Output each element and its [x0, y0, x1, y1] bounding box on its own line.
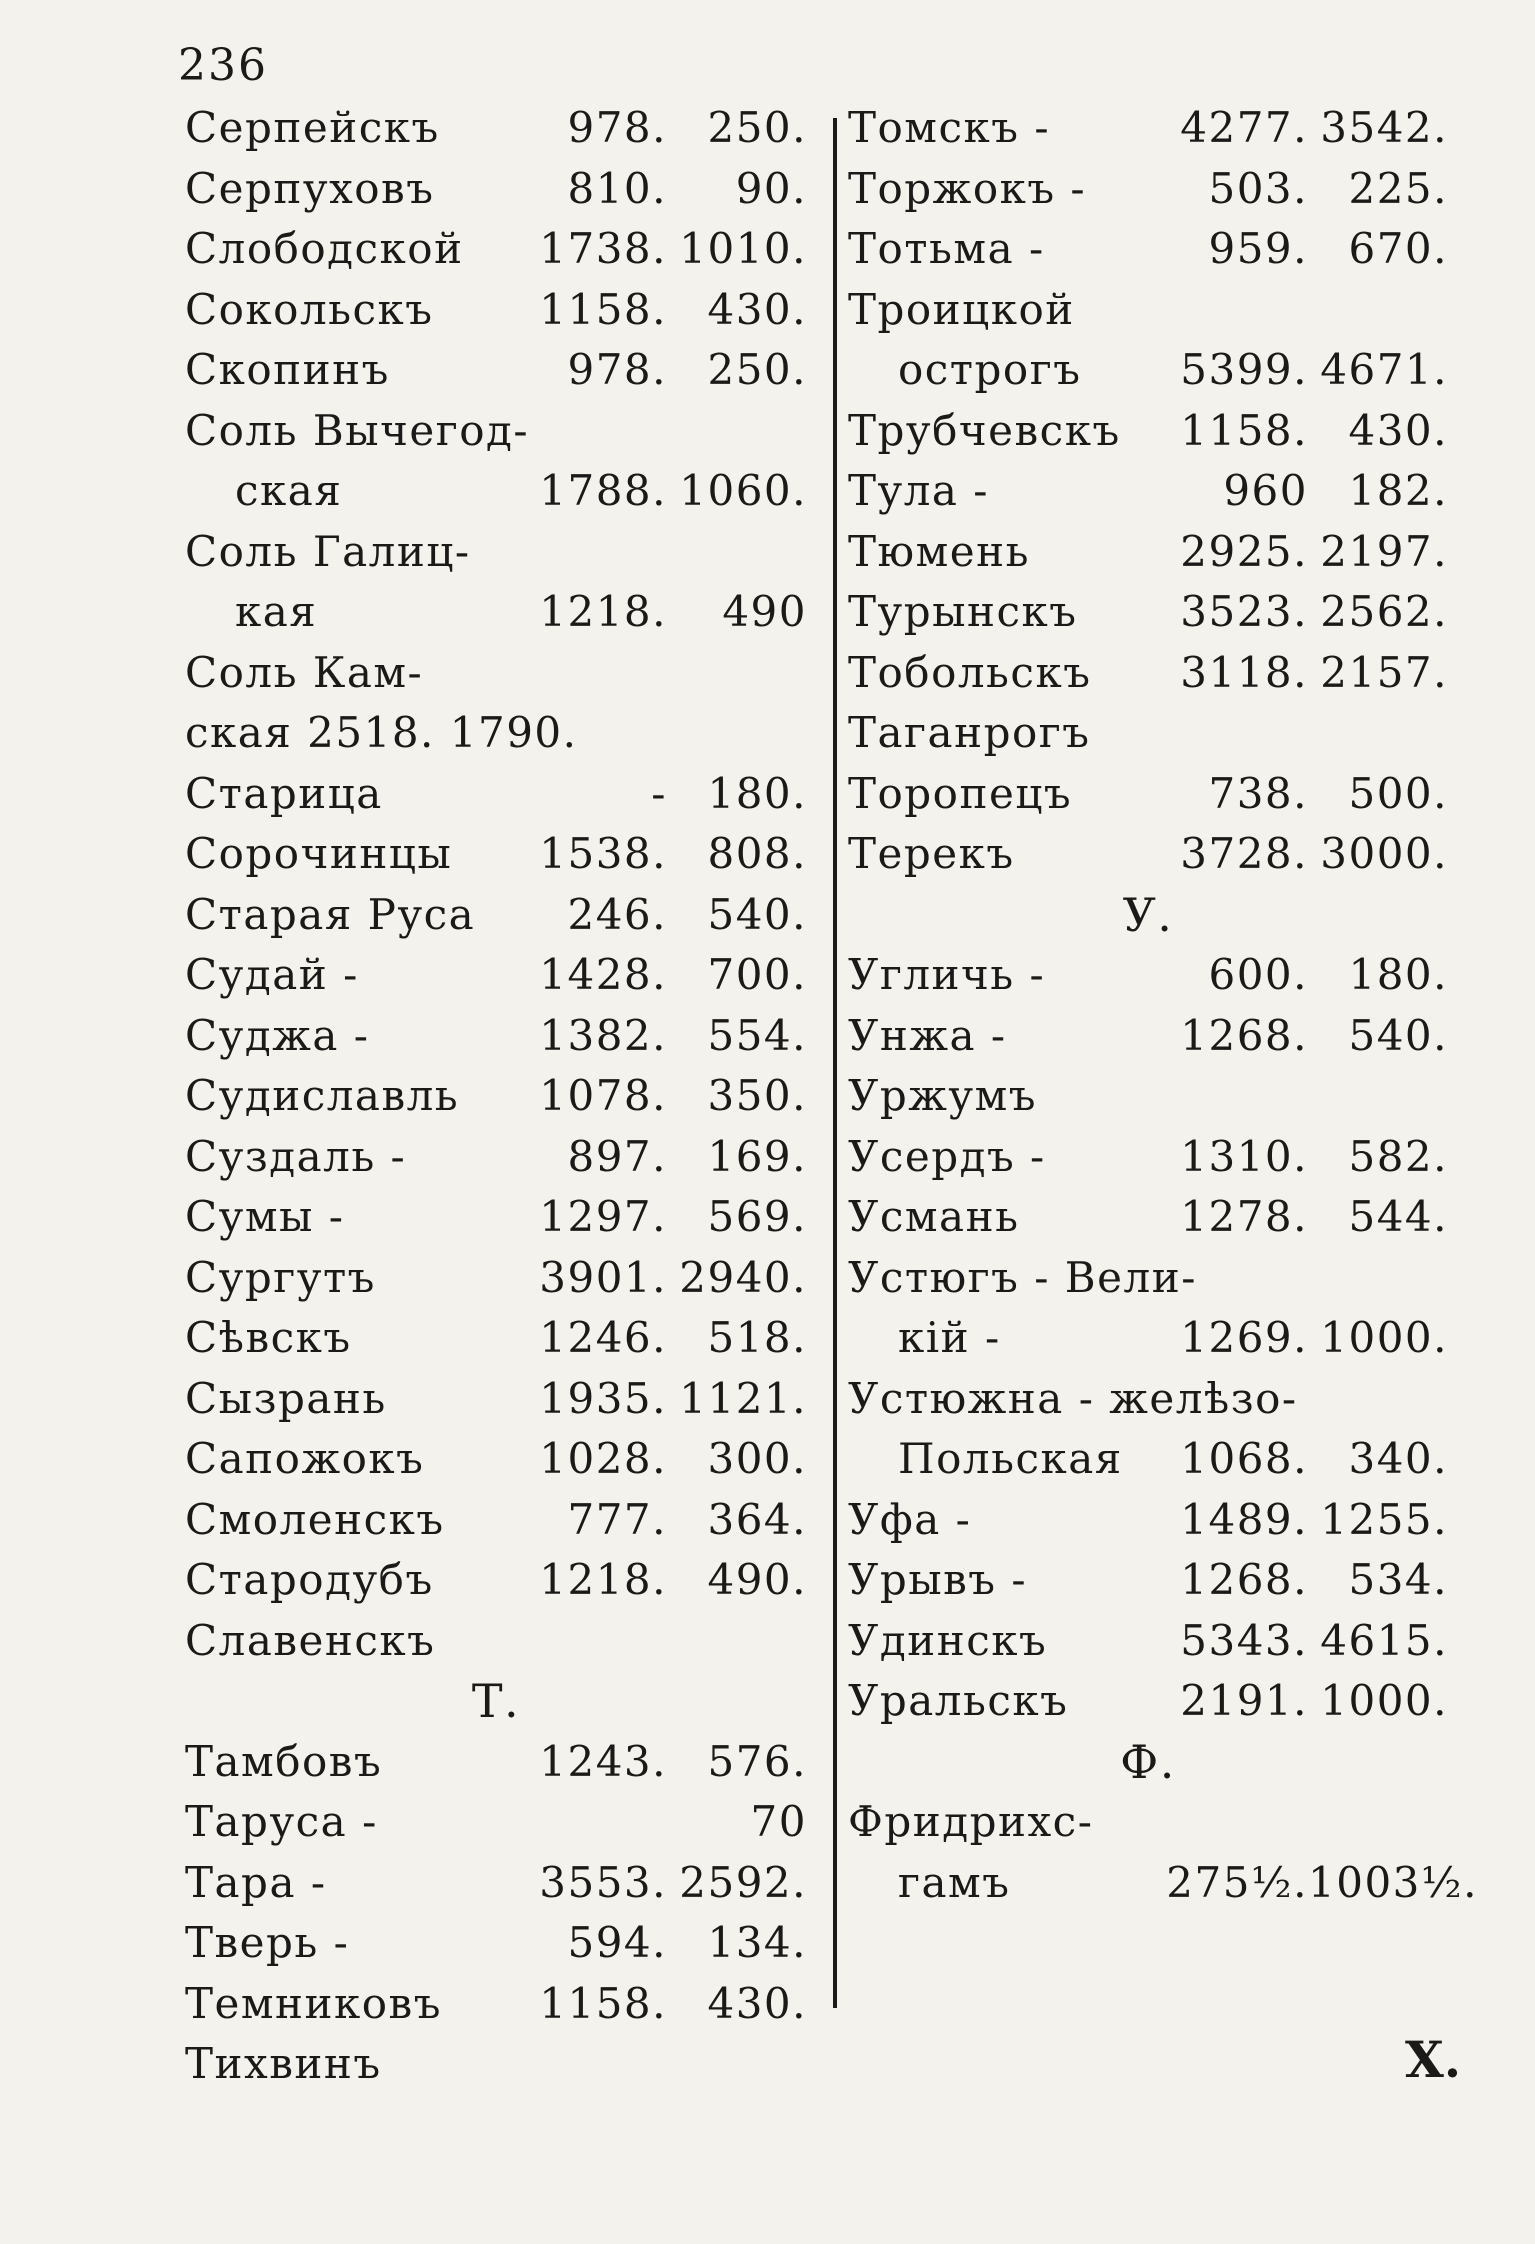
table-row: [848, 1853, 1478, 1914]
distance-value-2: 1010.: [679, 224, 807, 273]
catchword: Х.: [1405, 2030, 1462, 2089]
distance-value-2: 1060.: [679, 466, 807, 515]
town-name: Тула -: [848, 466, 989, 515]
town-name: Удинскъ: [848, 1615, 1048, 1665]
distance-value-2: 500.: [1348, 768, 1448, 818]
table-row: [848, 1369, 1448, 1430]
table-row: [848, 461, 1448, 522]
table-row: [185, 824, 807, 885]
table-row: [848, 1550, 1448, 1611]
distance-value-1: 1489.: [1180, 1494, 1308, 1544]
distance-value-2: 544.: [1348, 1192, 1448, 1241]
distance-value-2: 182.: [1348, 466, 1448, 515]
distance-value-1: 1269.: [1180, 1313, 1308, 1362]
distance-value-2: 4671.: [1320, 345, 1448, 394]
distance-value-2: 364.: [707, 1494, 807, 1544]
table-row: [848, 1490, 1448, 1551]
distance-value-1: 594.: [567, 1918, 667, 1967]
town-name: Сургутъ: [185, 1252, 376, 1302]
table-row: [185, 1066, 807, 1127]
town-name: Троицкой: [848, 284, 1075, 334]
distance-value-2: 582.: [1348, 1131, 1448, 1181]
distance-value-1: 1428.: [539, 950, 667, 999]
distance-value-2: 169.: [707, 1131, 807, 1181]
table-row: [848, 159, 1448, 220]
table-row: [848, 945, 1448, 1006]
town-name: Ф.: [1120, 1734, 1176, 1789]
column-divider: [833, 118, 837, 2008]
town-name: Слободской: [185, 224, 464, 273]
table-row: [185, 885, 807, 946]
distance-value-2: 430.: [707, 1978, 807, 2028]
town-name: кая: [235, 587, 318, 636]
distance-value-1: 246.: [567, 889, 667, 939]
distance-value-1: 1382.: [539, 1010, 667, 1060]
town-name: Усердъ -: [848, 1131, 1046, 1181]
distance-value-2: 700.: [707, 950, 807, 999]
town-name: Скопинъ: [185, 345, 390, 394]
distance-value-2: 490.: [707, 1555, 807, 1604]
town-name: Тара -: [185, 1857, 327, 1907]
distance-value-1: 5343.: [1180, 1615, 1308, 1665]
table-row: [848, 401, 1448, 462]
table-row: [185, 461, 807, 522]
table-row: [185, 643, 807, 704]
table-row: [848, 764, 1448, 825]
town-name: Тобольскъ: [848, 647, 1092, 697]
distance-value-1: 2925.: [1180, 526, 1308, 576]
town-name: Таганрогъ: [848, 708, 1091, 757]
distance-value-2: 430.: [707, 284, 807, 334]
distance-value-1: 978.: [567, 345, 667, 394]
distance-value-2: 3000.: [1320, 829, 1448, 878]
distance-value-2: 2592.: [679, 1857, 807, 1907]
town-name: Старая Руса: [185, 889, 476, 939]
distance-value-2: 4615.: [1320, 1615, 1448, 1665]
distance-value-1: 1158.: [539, 1978, 667, 2028]
distance-value-1: -: [651, 768, 667, 818]
town-name: Стародубъ: [185, 1555, 434, 1604]
town-name: кій -: [898, 1313, 1001, 1362]
table-row: [185, 1248, 807, 1309]
town-name: Сѣвскъ: [185, 1313, 352, 1362]
distance-value-2: 1000.: [1320, 1676, 1448, 1725]
table-row: [185, 1187, 807, 1248]
distance-value-2: 1121.: [679, 1373, 807, 1423]
distance-value-2: 1000.: [1320, 1313, 1448, 1362]
town-name: Тихвинъ: [185, 2039, 382, 2088]
town-name: Терекъ: [848, 829, 1015, 878]
town-name: Унжа -: [848, 1010, 1007, 1060]
distance-value-1: 1310.: [1180, 1131, 1308, 1181]
distance-value-1: 810.: [567, 163, 667, 213]
town-name: Фридрихс-: [848, 1797, 1094, 1846]
distance-value-2: 90.: [735, 163, 807, 213]
table-row: [185, 219, 807, 280]
table-row: [185, 1369, 807, 1430]
table-row: [185, 703, 807, 764]
town-name: Старица: [185, 768, 383, 818]
distance-value-1: 1246.: [539, 1313, 667, 1362]
distance-value-1: 1218.: [539, 587, 667, 636]
distance-value-1: 777.: [567, 1494, 667, 1544]
town-name: Урывъ -: [848, 1555, 1028, 1604]
table-row: [185, 340, 807, 401]
distance-value-2: 250.: [707, 103, 807, 152]
town-name: Трубчевскъ: [848, 405, 1121, 455]
distance-value-1: 2191.: [1180, 1676, 1308, 1725]
table-row: [848, 1066, 1448, 1127]
table-row: [848, 1308, 1448, 1369]
town-name: Сорочинцы: [185, 829, 453, 878]
table-row: [848, 340, 1448, 401]
table-row: [848, 1127, 1448, 1188]
table-row: [848, 703, 1448, 764]
distance-value-2: 554.: [707, 1010, 807, 1060]
town-name: Угличь -: [848, 950, 1046, 999]
town-name: Смоленскъ: [185, 1494, 445, 1544]
table-row: [185, 1127, 807, 1188]
town-name: Уфа -: [848, 1494, 972, 1544]
table-row: [185, 1913, 807, 1974]
town-name: гамъ: [898, 1857, 1011, 1907]
distance-value-1: 1538.: [539, 829, 667, 878]
distance-value-1: 1738.: [539, 224, 667, 273]
town-name: Уржумъ: [848, 1071, 1037, 1120]
distance-value-2: 540.: [1348, 1010, 1448, 1060]
table-row: [185, 582, 807, 643]
table-row: [185, 98, 807, 159]
distance-value-1: 1158.: [539, 284, 667, 334]
left-column: [185, 98, 807, 2095]
table-row: [185, 945, 807, 1006]
distance-value-1: 275½.: [1166, 1857, 1308, 1907]
distance-value-1: 1218.: [539, 1555, 667, 1604]
table-row: [185, 1853, 807, 1914]
distance-value-2: 340.: [1348, 1434, 1448, 1483]
town-name: Устюгъ - Вели-: [848, 1252, 1197, 1302]
town-name: ская 2518. 1790.: [185, 708, 578, 757]
town-name: Т.: [471, 1674, 521, 1728]
town-name: Серпейскъ: [185, 103, 440, 152]
distance-value-1: 978.: [567, 103, 667, 152]
distance-value-2: 1255.: [1320, 1494, 1448, 1544]
town-name: Судиславль: [185, 1071, 460, 1120]
table-row: [848, 280, 1448, 341]
town-name: Уральскъ: [848, 1676, 1069, 1725]
town-name: Сумы -: [185, 1192, 345, 1241]
distance-value-2: 540.: [707, 889, 807, 939]
town-name: ская: [235, 466, 343, 515]
distance-value-1: 1243.: [539, 1736, 667, 1786]
distance-value-2: 350.: [707, 1071, 807, 1120]
distance-value-2: 2562.: [1320, 587, 1448, 636]
table-row: [848, 643, 1448, 704]
distance-value-2: 2197.: [1320, 526, 1448, 576]
table-row: [848, 522, 1448, 583]
distance-value-1: 1297.: [539, 1192, 667, 1241]
table-row: [185, 2034, 807, 2095]
table-row: [848, 1429, 1448, 1490]
distance-value-2: 300.: [707, 1434, 807, 1483]
town-name: Темниковъ: [185, 1978, 442, 2028]
right-column: [848, 98, 1478, 1913]
town-name: Серпуховъ: [185, 163, 435, 213]
town-name: Суздаль -: [185, 1131, 407, 1181]
table-row: [185, 522, 807, 583]
distance-value-1: 4277.: [1180, 103, 1308, 152]
town-name: Тотьма -: [848, 224, 1045, 273]
town-name: Усмань: [848, 1192, 1020, 1241]
town-name: Соль Галиц-: [185, 526, 471, 576]
distance-value-2: 490: [722, 587, 807, 636]
distance-value-2: 569.: [707, 1192, 807, 1241]
distance-value-1: 738.: [1208, 768, 1308, 818]
table-row: [185, 1429, 807, 1490]
table-row: [185, 401, 807, 462]
town-name: Сызрань: [185, 1373, 387, 1423]
distance-value-1: 959.: [1208, 224, 1308, 273]
table-row: [848, 98, 1448, 159]
table-row: [848, 219, 1448, 280]
table-row: [848, 1792, 1448, 1853]
section-letter: [848, 885, 1448, 946]
town-name: Сокольскъ: [185, 284, 434, 334]
distance-value-1: 3553.: [539, 1857, 667, 1907]
distance-value-1: 1788.: [539, 466, 667, 515]
town-name: Томскъ -: [848, 103, 1051, 152]
distance-value-1: 600.: [1208, 950, 1308, 999]
distance-value-1: 1268.: [1180, 1010, 1308, 1060]
distance-value-2: 518.: [707, 1313, 807, 1362]
town-name: Сапожокъ: [185, 1434, 425, 1483]
town-name: Тверь -: [185, 1918, 350, 1967]
table-row: [848, 1671, 1448, 1732]
distance-value-2: 1003½.: [1308, 1857, 1478, 1907]
distance-value-1: 960: [1223, 466, 1308, 515]
page-number: 236: [178, 40, 268, 91]
distance-value-2: 180.: [707, 768, 807, 818]
distance-value-1: 5399.: [1180, 345, 1308, 394]
table-row: [185, 1792, 807, 1853]
town-name: Турынскъ: [848, 587, 1078, 636]
distance-value-1: 1278.: [1180, 1192, 1308, 1241]
distance-value-1: 3523.: [1180, 587, 1308, 636]
town-name: Судай -: [185, 950, 359, 999]
town-name: острогъ: [898, 345, 1082, 394]
distance-value-1: 1068.: [1180, 1434, 1308, 1483]
table-row: [848, 824, 1448, 885]
distance-value-2: 250.: [707, 345, 807, 394]
distance-value-2: 2157.: [1320, 647, 1448, 697]
distance-value-1: 503.: [1208, 163, 1308, 213]
town-name: Торопецъ: [848, 768, 1073, 818]
table-row: [848, 1248, 1448, 1309]
town-name: Соль Вычегод-: [185, 405, 530, 455]
table-row: [185, 1611, 807, 1672]
distance-value-1: 1268.: [1180, 1555, 1308, 1604]
distance-value-2: 2940.: [679, 1252, 807, 1302]
town-name: Суджа -: [185, 1010, 370, 1060]
table-row: [185, 1732, 807, 1793]
section-letter: [848, 1732, 1448, 1793]
distance-value-2: 180.: [1348, 950, 1448, 999]
distance-value-1: 1935.: [539, 1373, 667, 1423]
section-letter: [185, 1671, 807, 1732]
town-name: Польская: [898, 1434, 1123, 1483]
distance-value-2: 808.: [707, 829, 807, 878]
distance-value-1: 3728.: [1180, 829, 1308, 878]
table-row: [848, 582, 1448, 643]
distance-value-2: 534.: [1348, 1555, 1448, 1604]
distance-value-2: 70: [750, 1797, 807, 1846]
town-name: Устюжна - желѣзо-: [848, 1373, 1298, 1423]
distance-value-2: 670.: [1348, 224, 1448, 273]
distance-value-2: 225.: [1348, 163, 1448, 213]
table-row: [185, 159, 807, 220]
distance-value-2: 430.: [1348, 405, 1448, 455]
distance-value-1: 1158.: [1180, 405, 1308, 455]
town-name: Торжокъ -: [848, 163, 1087, 213]
town-name: Славенскъ: [185, 1615, 436, 1665]
table-row: [185, 280, 807, 341]
town-name: Тамбовъ: [185, 1736, 383, 1786]
distance-value-2: 134.: [707, 1918, 807, 1967]
table-row: [185, 1006, 807, 1067]
table-row: [185, 1308, 807, 1369]
town-name: Таруса -: [185, 1797, 378, 1846]
town-name: Соль Кам-: [185, 647, 424, 697]
distance-value-1: 3118.: [1180, 647, 1308, 697]
distance-value-1: 897.: [567, 1131, 667, 1181]
table-row: [185, 764, 807, 825]
table-row: [185, 1550, 807, 1611]
distance-value-1: 3901.: [539, 1252, 667, 1302]
distance-value-1: 1028.: [539, 1434, 667, 1483]
town-name: У.: [1122, 887, 1174, 942]
table-row: [848, 1611, 1448, 1672]
distance-value-2: 576.: [707, 1736, 807, 1786]
distance-value-1: 1078.: [539, 1071, 667, 1120]
distance-value-2: 3542.: [1320, 103, 1448, 152]
table-row: [848, 1006, 1448, 1067]
table-row: [185, 1490, 807, 1551]
table-row: [848, 1187, 1448, 1248]
table-row: [185, 1974, 807, 2035]
town-name: Тюмень: [848, 526, 1030, 576]
